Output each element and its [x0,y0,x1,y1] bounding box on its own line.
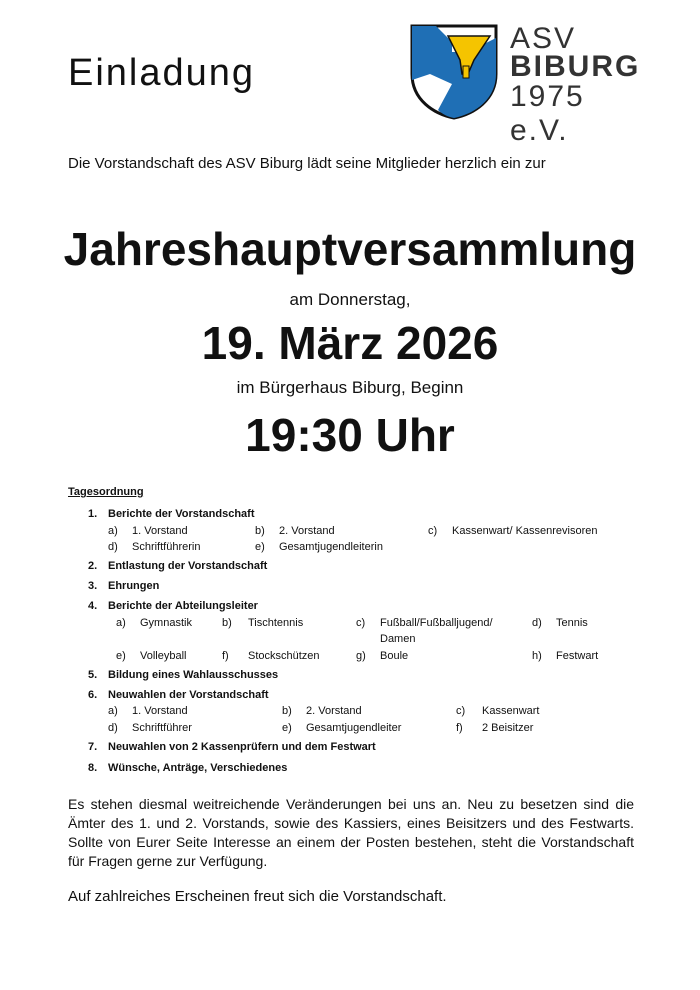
agenda-sub-letter: d) [108,541,118,553]
agenda-item-number: 5. [88,669,98,681]
agenda-sub-text: Stockschützen [248,650,320,662]
agenda-sub-letter: b) [222,617,232,629]
agenda-sub-text: Gesamtjugendleiter [306,722,402,734]
agenda-item-title: Bildung eines Wahlausschusses [108,669,279,681]
agenda-sub-text: Gymnastik [140,617,192,629]
agenda-sub-letter: d) [532,617,542,629]
agenda-sub-letter: e) [255,541,265,553]
agenda-sub-text: Tennis [556,617,588,629]
body-paragraph: Es stehen diesmal weitreichende Veränderungen bei uns an. Neu zu besetzen sind die Ämter des 1. und 2. Vorstands, sowie des Kassiers, eines Beisitzers und des Festwarts. Sollte von Eurer Seite Interesse an einem der Posten bestehen, steht die Vorstandschaft für Fragen gerne zur Verfügung. [68,796,634,869]
agenda-item-number: 7. [88,741,98,753]
club-crest-icon [408,22,500,120]
agenda-sub-text: Kassenwart/ Kassenrevisoren [452,525,598,537]
event-date: 19. März 2026 [201,317,499,369]
agenda-item-title: Berichte der Abteilungsleiter [108,600,258,612]
agenda-sub-text: 1. Vorstand [132,525,188,537]
agenda-sub-text: Schriftführer [132,722,192,734]
agenda-heading: Tagesordnung [68,486,144,498]
club-logo [408,22,648,147]
agenda-sub-letter: b) [282,705,292,717]
agenda-item-number: 4. [88,600,98,612]
agenda-sub-letter: b) [255,525,265,537]
event-name: Jahreshauptversammlung [63,223,637,275]
agenda-item-title: Ehrungen [108,580,160,592]
agenda-item-title: Neuwahlen von 2 Kassenprüfern und dem Festwart [108,741,376,753]
agenda-item-title: Neuwahlen der Vorstandschaft [108,689,269,701]
agenda-sub-letter: a) [108,705,118,717]
agenda-sub-letter: c) [428,525,438,537]
agenda-sub-letter: f) [222,650,229,662]
agenda-sub-letter: e) [282,722,292,734]
agenda-sub-letter: c) [356,617,366,629]
agenda-item-title: Entlastung der Vorstandschaft [108,560,268,572]
agenda-sub-letter: d) [108,722,118,734]
agenda-sub-text: Festwart [556,650,599,662]
logo-text-asv: ASV [510,22,577,55]
agenda-item-number: 1. [88,508,98,520]
agenda-sub-text: Boule [380,650,409,662]
agenda-sub-letter: a) [116,617,126,629]
agenda-sub-letter: g) [356,650,366,662]
agenda-sub-text: Volleyball [140,650,187,662]
intro-text: Die Vorstandschaft des ASV Biburg lädt seine Mitglieder herzlich ein zur [68,155,546,172]
agenda-sub-text: Schriftführerin [132,541,201,553]
agenda-sub-letter: a) [108,525,118,537]
agenda-item-number: 3. [88,580,98,592]
agenda-sub-text: Kassenwart [482,705,540,717]
agenda-item-title: Wünsche, Anträge, Verschiedenes [108,762,288,774]
agenda-sub-text: Gesamtjugendleiterin [279,541,383,553]
agenda-sub-letter: e) [116,650,126,662]
agenda-sub-letter: f) [456,722,463,734]
event-day: am Donnerstag, [289,290,411,309]
logo-text-year: 1975 e.V. [510,80,585,147]
agenda-item-number: 8. [88,762,98,774]
agenda-sub-letter: c) [456,705,466,717]
closing-text: Auf zahlreiches Erscheinen freut sich die Vorstandschaft. [68,888,447,905]
agenda-item-number: 2. [88,560,98,572]
agenda-sub-text: 2 Beisitzer [482,722,534,734]
event-time: 19:30 Uhr [245,409,455,461]
agenda-sub-text: 2. Vorstand [279,525,335,537]
agenda-item-title: Berichte der Vorstandschaft [108,508,255,520]
logo-text-biburg: BIBURG [510,50,641,83]
agenda-sub-text: Tischtennis [248,617,304,629]
agenda-sub-text: 2. Vorstand [306,705,362,717]
agenda-item-number: 6. [88,689,98,701]
agenda-sub-text: Damen [380,633,416,645]
agenda-sub-text: 1. Vorstand [132,705,188,717]
page-title: Einladung [68,52,256,94]
agenda-sub-letter: h) [532,650,542,662]
agenda-sub-text: Fußball/Fußballjugend/ [380,617,493,629]
event-place: im Bürgerhaus Biburg, Beginn [236,378,464,397]
